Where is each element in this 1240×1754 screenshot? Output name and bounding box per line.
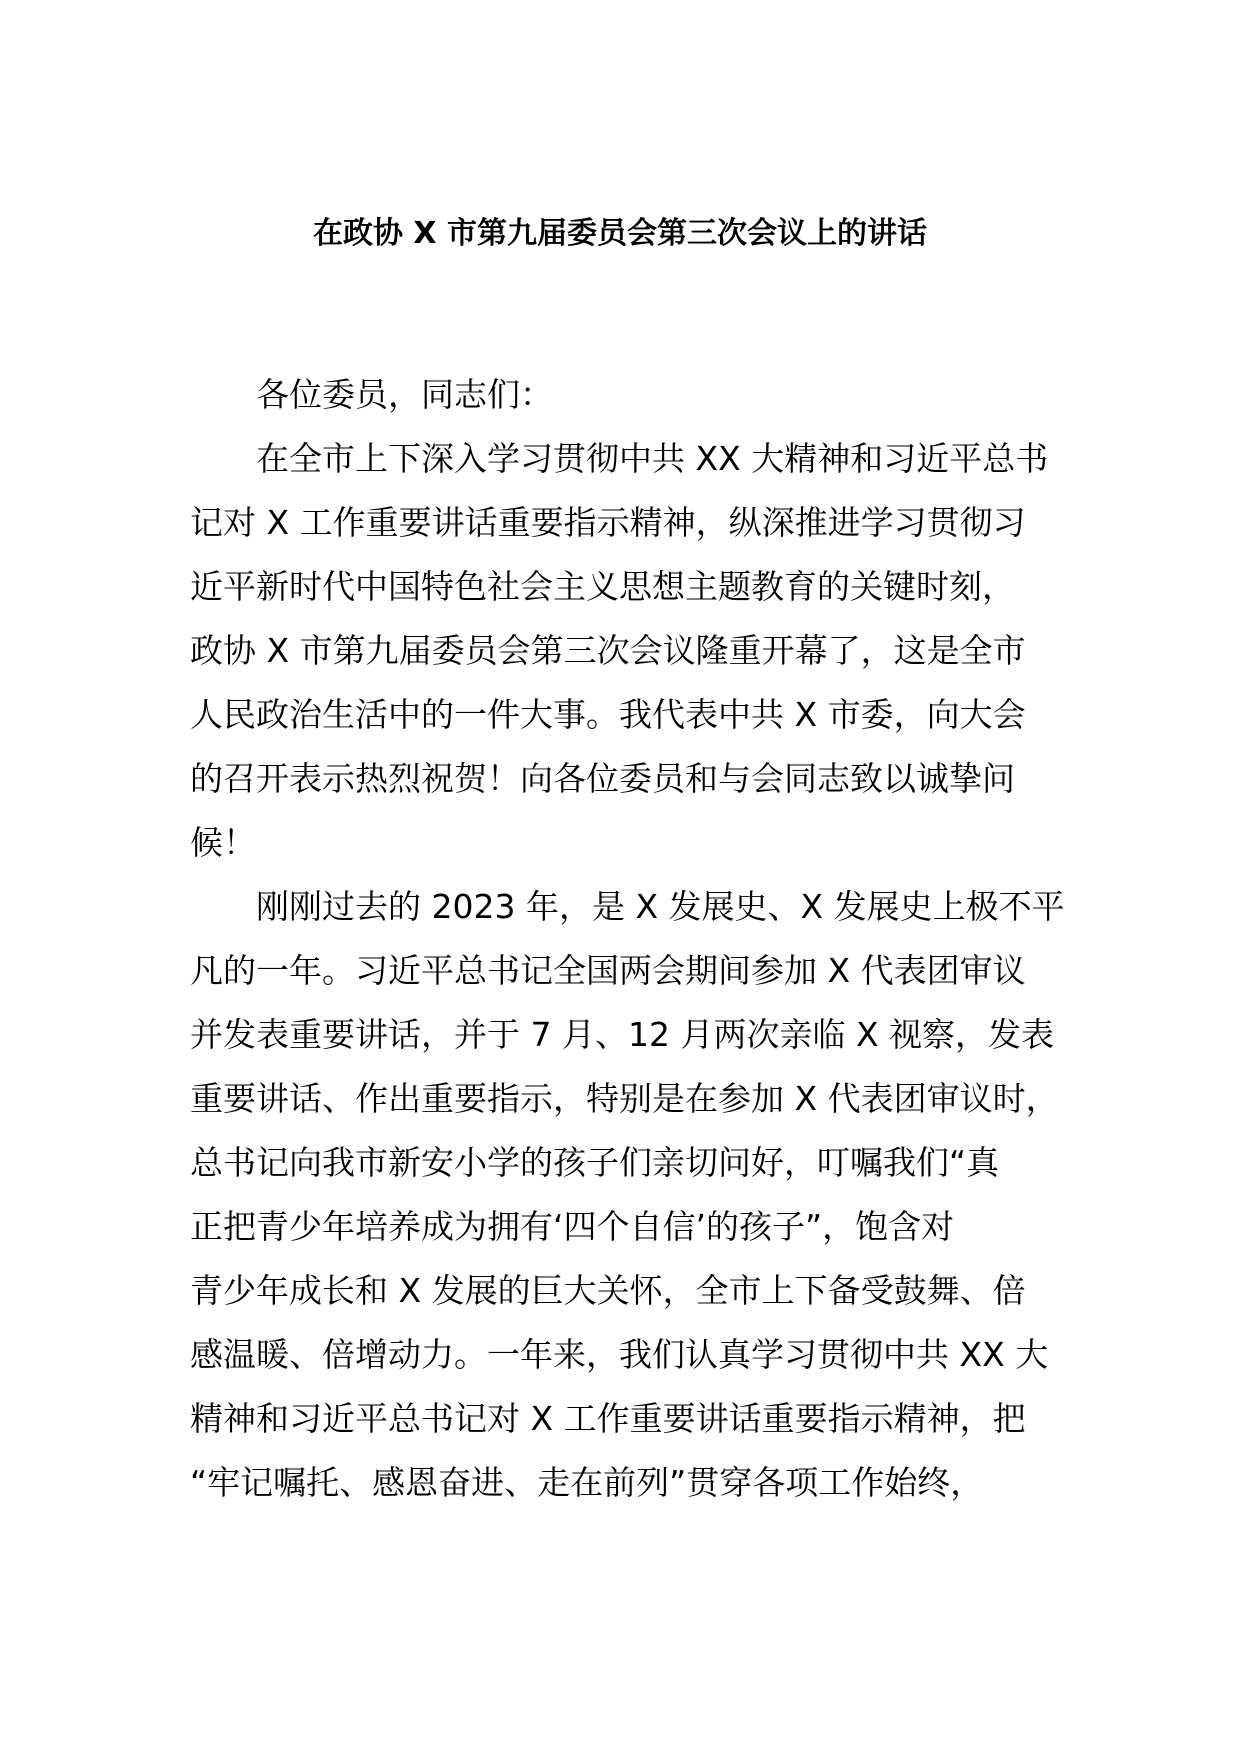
body-line-3: 近平新时代中国特色社会主义思想主题教育的关键时刻， (190, 567, 1015, 606)
salutation-line: 各位委员，同志们： (256, 375, 553, 414)
body-line-8: 刚刚过去的 2023 年，是 X 发展史、X 发展史上极不平 (256, 887, 1065, 926)
body-line-15: 感温暖、倍增动力。一年来，我们认真学习贯彻中共 XX 大 (190, 1335, 1049, 1374)
body-line-7: 候！ (190, 823, 256, 862)
body-line-2: 记对 X 工作重要讲话重要指示精神，纵深推进学习贯彻习 (190, 503, 1026, 542)
document-title: 在政协 X 市第九届委员会第三次会议上的讲话 (312, 216, 928, 251)
body-line-14: 青少年成长和 X 发展的巨大关怀，全市上下备受鼓舞、倍 (190, 1271, 1026, 1310)
body-line-13: 正把青少年培养成为拥有‘四个自信’的孩子”，饱含对 (190, 1207, 955, 1246)
body-line-11: 重要讲话、作出重要指示，特别是在参加 X 代表团审议时， (190, 1079, 1059, 1118)
body-line-4: 政协 X 市第九届委员会第三次会议隆重开幕了，这是全市 (190, 631, 1026, 670)
body-line-6: 的召开表示热烈祝贺！向各位委员和与会同志致以诚挚问 (190, 759, 1015, 798)
body-line-17: “牢记嘱托、感恩奋进、走在前列”贯穿各项工作始终， (190, 1463, 984, 1502)
body-line-9: 凡的一年。习近平总书记全国两会期间参加 X 代表团审议 (190, 951, 1026, 990)
body-line-16: 精神和习近平总书记对 X 工作重要讲话重要指示精神，把 (190, 1399, 1026, 1438)
body-line-1: 在全市上下深入学习贯彻中共 XX 大精神和习近平总书 (256, 439, 1049, 478)
body-line-10: 并发表重要讲话，并于 7 月、12 月两次亲临 X 视察，发表 (190, 1015, 1055, 1054)
body-line-5: 人民政治生活中的一件大事。我代表中共 X 市委，向大会 (190, 695, 1026, 734)
body-line-12: 总书记向我市新安小学的孩子们亲切问好，叮嘱我们“真 (190, 1143, 1000, 1182)
